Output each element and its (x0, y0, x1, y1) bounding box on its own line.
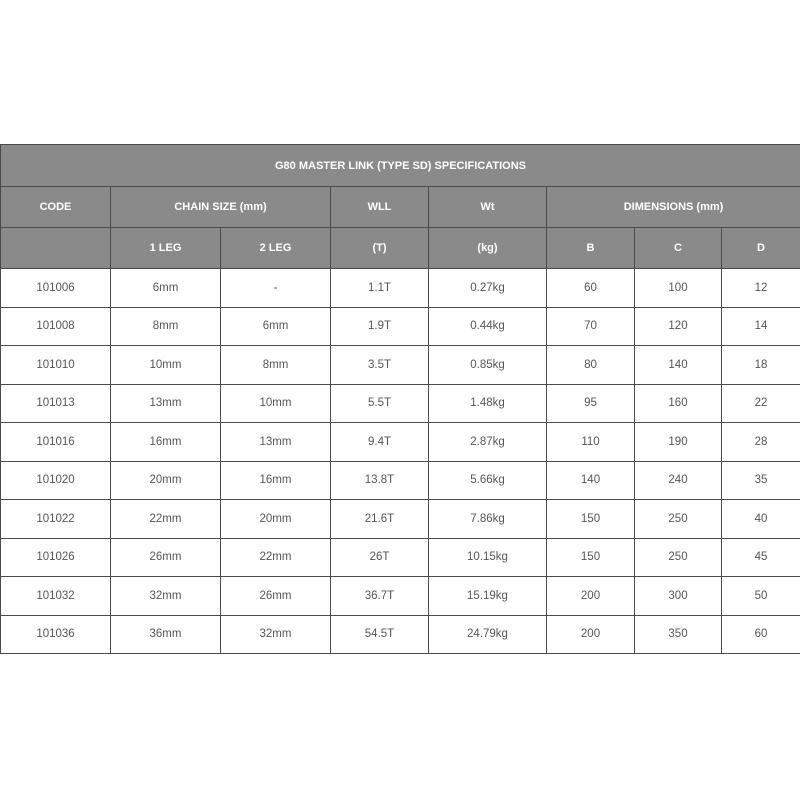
table-row (1, 346, 800, 385)
cell-code: 101008 (1, 307, 111, 346)
cell-wll: 21.6T (331, 500, 429, 539)
cell-wll: 3.5T (331, 346, 429, 385)
cell-1-leg: 16mm (111, 423, 221, 462)
cell-wll: 5.5T (331, 384, 429, 423)
cell-c: 120 (635, 307, 722, 346)
cell-c: 240 (635, 461, 722, 500)
cell-wll: 9.4T (331, 423, 429, 462)
cell-d: 50 (722, 577, 800, 616)
cell-d: 22 (722, 384, 800, 423)
subheader-d: D (722, 228, 800, 269)
subheader-code (1, 228, 111, 269)
table-row (1, 538, 800, 577)
cell-d: 40 (722, 500, 800, 539)
subheader-b: B (547, 228, 635, 269)
header-wt: Wt (429, 187, 547, 228)
cell-2-leg: 32mm (221, 615, 331, 654)
cell-2-leg: 10mm (221, 384, 331, 423)
cell-1-leg: 20mm (111, 461, 221, 500)
cell-b: 110 (547, 423, 635, 462)
cell-1-leg: 36mm (111, 615, 221, 654)
cell-wll: 1.1T (331, 269, 429, 308)
table-row (1, 384, 800, 423)
cell-d: 60 (722, 615, 800, 654)
cell-wt: 0.27kg (429, 269, 547, 308)
cell-wt: 5.66kg (429, 461, 547, 500)
cell-wll: 13.8T (331, 461, 429, 500)
cell-c: 250 (635, 538, 722, 577)
cell-b: 200 (547, 615, 635, 654)
header-wll: WLL (331, 187, 429, 228)
cell-code: 101006 (1, 269, 111, 308)
cell-code: 101016 (1, 423, 111, 462)
cell-b: 60 (547, 269, 635, 308)
table-row (1, 500, 800, 539)
cell-wll: 54.5T (331, 615, 429, 654)
header-dimensions: DIMENSIONS (mm) (547, 187, 800, 228)
table-row (1, 269, 800, 308)
cell-wt: 2.87kg (429, 423, 547, 462)
cell-2-leg: 8mm (221, 346, 331, 385)
cell-code: 101010 (1, 346, 111, 385)
cell-1-leg: 32mm (111, 577, 221, 616)
subheader-c: C (635, 228, 722, 269)
cell-code: 101026 (1, 538, 111, 577)
subheader-1-leg: 1 LEG (111, 228, 221, 269)
table-row (1, 423, 800, 462)
cell-code: 101036 (1, 615, 111, 654)
cell-b: 140 (547, 461, 635, 500)
cell-b: 70 (547, 307, 635, 346)
cell-wll: 1.9T (331, 307, 429, 346)
cell-wll: 36.7T (331, 577, 429, 616)
cell-2-leg: - (221, 269, 331, 308)
specifications-table (0, 144, 800, 654)
cell-2-leg: 13mm (221, 423, 331, 462)
cell-b: 200 (547, 577, 635, 616)
subheader-2-leg: 2 LEG (221, 228, 331, 269)
header-chain-size: CHAIN SIZE (mm) (111, 187, 331, 228)
cell-b: 150 (547, 500, 635, 539)
cell-2-leg: 26mm (221, 577, 331, 616)
table-row (1, 577, 800, 616)
table-row (1, 615, 800, 654)
subheader-row (1, 228, 800, 269)
cell-c: 160 (635, 384, 722, 423)
cell-b: 95 (547, 384, 635, 423)
cell-wt: 15.19kg (429, 577, 547, 616)
cell-1-leg: 26mm (111, 538, 221, 577)
cell-wt: 24.79kg (429, 615, 547, 654)
cell-1-leg: 10mm (111, 346, 221, 385)
subheader-wll-unit: (T) (331, 228, 429, 269)
title-row (1, 145, 800, 187)
header-row (1, 187, 800, 228)
table-row (1, 461, 800, 500)
cell-wt: 1.48kg (429, 384, 547, 423)
cell-d: 12 (722, 269, 800, 308)
header-code: CODE (1, 187, 111, 228)
cell-code: 101022 (1, 500, 111, 539)
cell-c: 140 (635, 346, 722, 385)
cell-wt: 0.44kg (429, 307, 547, 346)
cell-wt: 7.86kg (429, 500, 547, 539)
cell-2-leg: 16mm (221, 461, 331, 500)
cell-b: 80 (547, 346, 635, 385)
cell-2-leg: 6mm (221, 307, 331, 346)
cell-wll: 26T (331, 538, 429, 577)
cell-code: 101032 (1, 577, 111, 616)
cell-d: 28 (722, 423, 800, 462)
cell-d: 18 (722, 346, 800, 385)
cell-b: 150 (547, 538, 635, 577)
cell-d: 14 (722, 307, 800, 346)
cell-2-leg: 22mm (221, 538, 331, 577)
subheader-wt-unit: (kg) (429, 228, 547, 269)
cell-code: 101020 (1, 461, 111, 500)
table-title: G80 MASTER LINK (TYPE SD) SPECIFICATIONS (1, 145, 800, 187)
cell-c: 350 (635, 615, 722, 654)
cell-d: 35 (722, 461, 800, 500)
cell-1-leg: 22mm (111, 500, 221, 539)
cell-2-leg: 20mm (221, 500, 331, 539)
cell-code: 101013 (1, 384, 111, 423)
cell-1-leg: 8mm (111, 307, 221, 346)
cell-c: 190 (635, 423, 722, 462)
cell-1-leg: 6mm (111, 269, 221, 308)
table-row (1, 307, 800, 346)
cell-1-leg: 13mm (111, 384, 221, 423)
cell-wt: 10.15kg (429, 538, 547, 577)
cell-c: 300 (635, 577, 722, 616)
cell-c: 250 (635, 500, 722, 539)
cell-d: 45 (722, 538, 800, 577)
cell-wt: 0.85kg (429, 346, 547, 385)
cell-c: 100 (635, 269, 722, 308)
